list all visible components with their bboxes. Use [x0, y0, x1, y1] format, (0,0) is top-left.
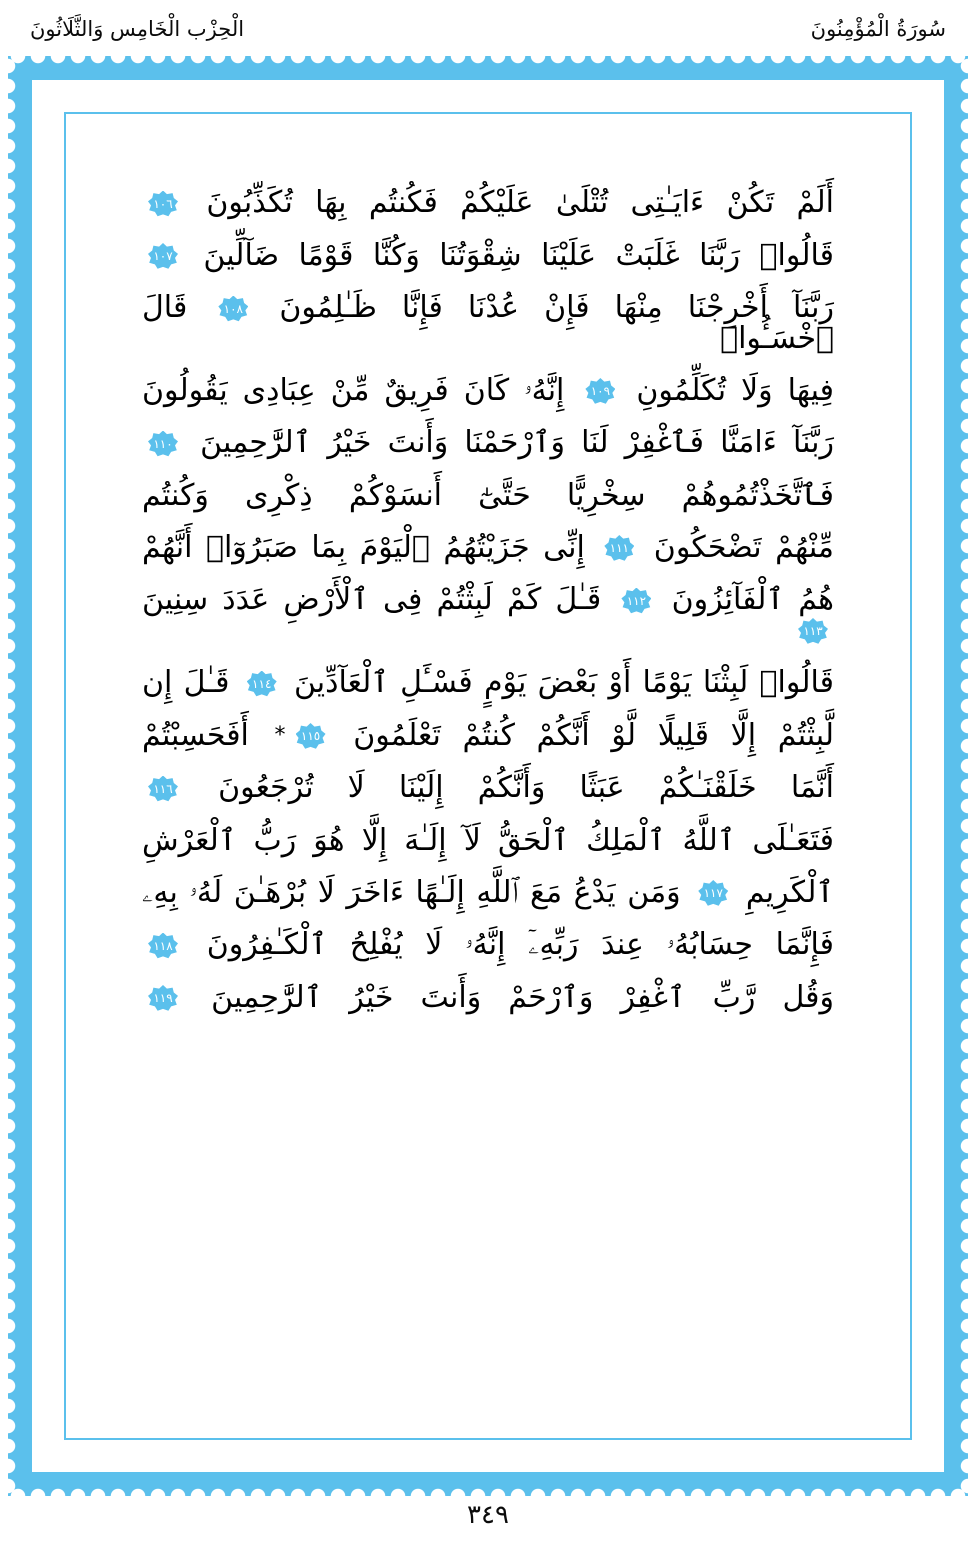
- ayah-text: أَنَّمَا خَلَقْنَـٰكُمْ عَبَثًا وَأَنَّكُمْ إِلَيْنَا لَا تُرْجَعُونَ: [184, 770, 834, 805]
- ayah-number-marker: [602, 533, 636, 563]
- ayah-number-marker: [696, 878, 730, 908]
- ayah-text: مِّنْهُمْ تَضْحَكُونَ: [640, 529, 834, 565]
- ayah-text: فَتَعَـٰلَى ٱللَّهُ ٱلْمَلِكُ ٱلْحَقُّ لَآ إِلَـٰهَ إِلَّا هُوَ رَبُّ ٱلْعَرْشِ: [142, 822, 834, 858]
- ayah-line: [138, 717, 838, 753]
- ayah-line: [138, 822, 838, 858]
- ayah-number-text: ١١٦: [153, 781, 173, 796]
- ayah-text: رَبَّنَآ ءَامَنَّا فَٱغْفِرْ لَنَا وَٱرْحَمْنَا وَأَنتَ خَيْرُ ٱلرَّٰحِمِينَ: [184, 425, 834, 460]
- ayah-line: [138, 372, 838, 408]
- ayah-number-marker: [245, 669, 279, 699]
- ayah-text-continued: إِنِّى جَزَيْتُهُمُ ٱلْيَوْمَ بِمَا صَبَرُوٓا۟ أَنَّهُمْ: [142, 529, 599, 565]
- frame-scallop-bottom: [8, 1480, 968, 1496]
- hizb-label: الْحِزْب الْخَامِس وَالثَّلَاثُونَ: [30, 17, 245, 41]
- page-footer: [0, 1500, 976, 1530]
- ayah-number-text: ١١٥: [300, 729, 321, 743]
- ayah-number-text: ١١٨: [153, 938, 173, 953]
- ayah-text: قَالُوا۟ لَبِثْنَا يَوْمًا أَوْ بَعْضَ يَوْمٍ فَسْـَٔلِ ٱلْعَآدِّينَ: [282, 665, 834, 700]
- quran-text-block: [138, 185, 838, 1378]
- ayah-number-marker: [216, 294, 250, 324]
- ayah-text-continued: قَالَ ٱخْسَـُٔوا۟: [142, 290, 834, 356]
- ayah-line: [138, 290, 838, 356]
- frame-inner-rule: [64, 112, 912, 1440]
- ayah-number-marker: [294, 721, 328, 751]
- decorative-frame: [8, 56, 968, 1496]
- ayah-number-text: ١١٤: [252, 676, 272, 691]
- ayah-text: لَّبِثْتُمْ إِلَّا قَلِيلًا لَّوْ أَنَّكُمْ كُنتُمْ تَعْلَمُونَ: [331, 717, 834, 753]
- ayah-text: رَبَّنَآ أَخْرِجْنَا مِنْهَا فَإِنْ عُدْنَا فَإِنَّا ظَـٰلِمُونَ: [254, 290, 834, 325]
- ayah-number-marker: [796, 616, 830, 646]
- ayah-number-marker: [146, 429, 180, 459]
- ayah-number-text: ١٠٧: [153, 249, 173, 263]
- ayah-line: [138, 770, 838, 805]
- ayah-line: [138, 582, 838, 646]
- ayah-number-text: ١١٠: [153, 436, 173, 451]
- ayah-number-marker: [146, 774, 180, 804]
- ayah-line: [138, 927, 838, 962]
- ayah-number-marker: [146, 983, 180, 1013]
- ayah-line: [138, 874, 838, 910]
- ayah-number-marker: [146, 241, 180, 271]
- ayah-text-continued: وَمَن يَدْعُ مَعَ ٱللَّهِ إِلَـٰهًا ءَاخَرَ لَا بُرْهَـٰنَ لَهُۥ بِهِۦ: [142, 874, 693, 910]
- ayah-line: [138, 529, 838, 565]
- ayah-number-text: ١١٣: [803, 624, 823, 638]
- sajda-star-icon: *: [274, 723, 286, 748]
- ayah-text-continued: قَـٰلَ كَمْ لَبِثْتُمْ فِى ٱلْأَرْضِ عَدَدَ سِنِينَ: [142, 582, 616, 617]
- ayah-text: وَقُل رَّبِّ ٱغْفِرْ وَٱرْحَمْ وَأَنتَ خَيْرُ ٱلرَّٰحِمِينَ: [184, 979, 834, 1015]
- frame-scallop-left: [8, 56, 24, 1496]
- ayah-text-continued: إِنَّهُۥ كَانَ فَرِيقٌ مِّنْ عِبَادِى يَقُولُونَ: [142, 372, 580, 408]
- ayah-number-text: ١٠٦: [153, 196, 173, 211]
- ayah-line: [138, 425, 838, 460]
- frame-scallop-top: [8, 56, 968, 72]
- surah-name: سُورَةُ الْمُؤْمِنُونَ: [810, 17, 946, 41]
- ayah-line: [138, 665, 838, 700]
- ayah-line: [138, 237, 838, 273]
- ayah-number-text: ١١١: [609, 541, 629, 555]
- ayah-number-marker: [583, 376, 617, 406]
- ayah-line: [138, 477, 838, 513]
- ayah-number-marker: [619, 586, 653, 616]
- frame-scallop-right: [952, 56, 968, 1496]
- ayah-text: قَالُوا۟ رَبَّنَا غَلَبَتْ عَلَيْنَا شِقْوَتُنَا وَكُنَّا قَوْمًا ضَآلِّينَ: [184, 237, 834, 273]
- page-header: [0, 6, 976, 52]
- ayah-text-continued: أَفَحَسِبْتُمْ: [142, 717, 271, 753]
- page-number: ٣٤٩: [467, 1500, 509, 1530]
- ayah-text: أَلَمْ تَكُنْ ءَايَـٰتِى تُتْلَىٰ عَلَيْكُمْ فَكُنتُم بِهَا تُكَذِّبُونَ: [184, 185, 834, 220]
- ayah-text: هُمُ ٱلْفَآئِزُونَ: [657, 582, 834, 617]
- ayah-line: [138, 979, 838, 1015]
- ayah-text-continued: قَـٰلَ إِن: [142, 665, 241, 700]
- ayah-number-text: ١٠٨: [223, 301, 243, 316]
- ayah-number-marker: [146, 189, 180, 219]
- ayah-text: فَٱتَّخَذْتُمُوهُمْ سِخْرِيًّا حَتَّىٰٓ أَنسَوْكُمْ ذِكْرِى وَكُنتُم: [142, 477, 834, 513]
- ayah-number-text: ١١٩: [153, 991, 173, 1005]
- ayah-number-text: ١١٢: [626, 593, 647, 608]
- ayah-text: ٱلْكَرِيمِ: [734, 874, 834, 910]
- ayah-line: [138, 185, 838, 220]
- ayah-text: فَإِنَّمَا حِسَابُهُۥ عِندَ رَبِّهِۦٓ إِنَّهُۥ لَا يُفْلِحُ ٱلْكَـٰفِرُونَ: [184, 927, 834, 962]
- ayah-number-text: ١٠٩: [590, 384, 611, 398]
- ayah-number-text: ١١٧: [703, 886, 723, 900]
- ayah-number-marker: [146, 931, 180, 961]
- ayah-text: فِيهَا وَلَا تُكَلِّمُونِ: [621, 372, 834, 408]
